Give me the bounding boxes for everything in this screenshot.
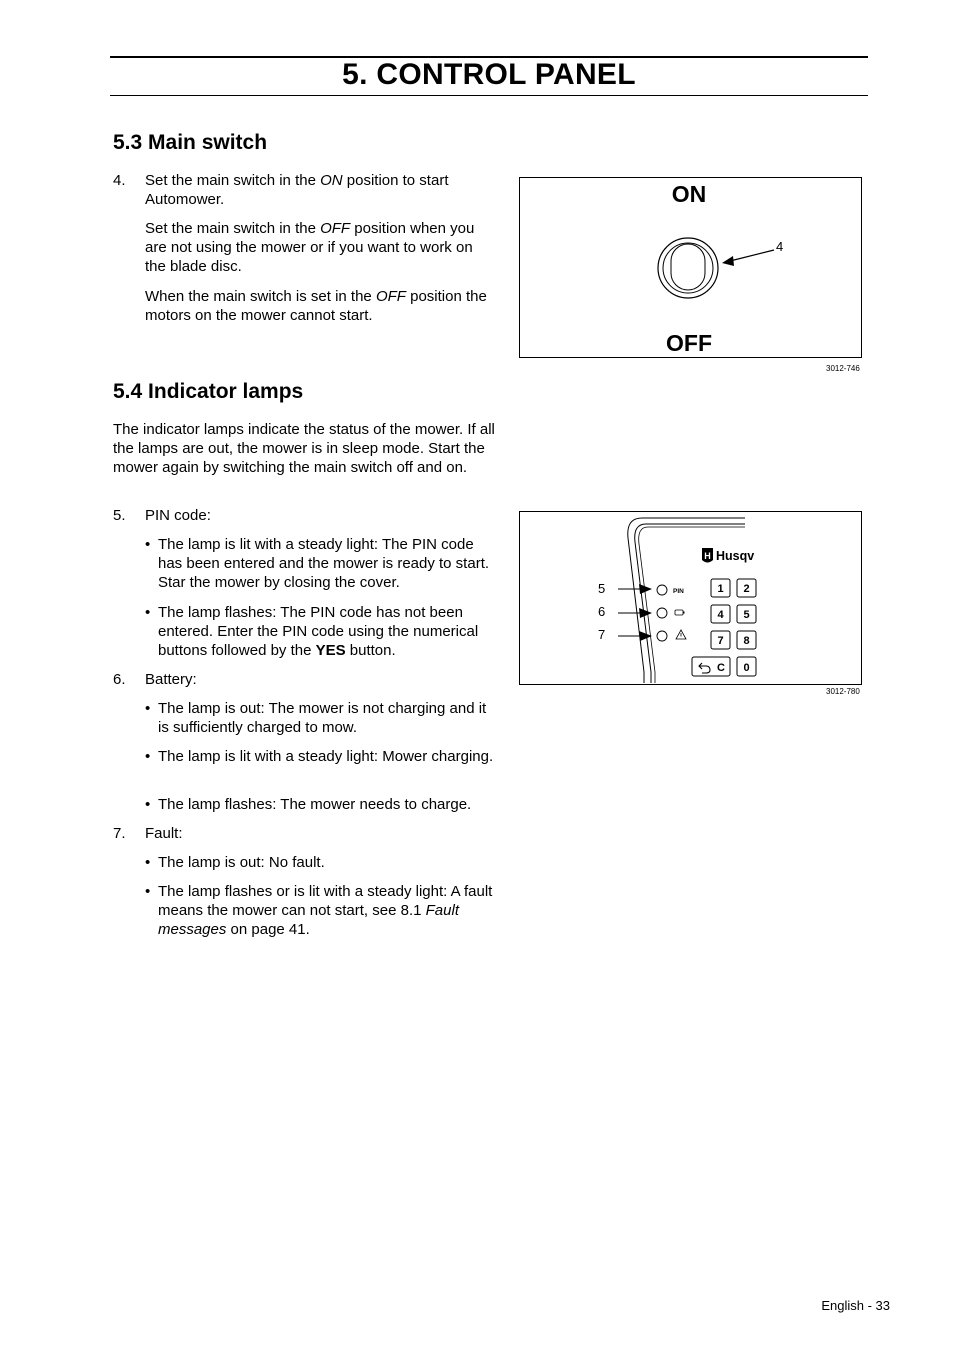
item-label-fault: Fault: [145,825,183,842]
battery-icon [675,610,683,615]
bullet-glyph: • [145,796,151,813]
text-run: button. [345,642,396,660]
callout-arrowhead-5 [639,584,652,594]
text-run: position to start Automower. [145,172,449,209]
bold-yes: YES [315,642,346,660]
pin-bullet-flashes [158,603,498,661]
callout-number-6: 6 [598,604,606,619]
item-number-6: 6. [113,671,126,688]
main-switch-figure [519,177,862,358]
text-run: position the motors on the mower cannot start. [145,288,487,325]
text-run: The lamp flashes: The PIN code has not been entered. Enter the PIN code using the numerical buttons followed by the [158,604,479,660]
battery-icon-tip [683,612,685,614]
item-label-pin-code: PIN code: [145,507,211,524]
callout-number-4: 4 [776,239,784,254]
callout-arrowhead-4 [722,256,734,266]
pin-bullet-steady: The lamp is lit with a steady light: The PIN code has been entered and the mower is ready to start. Star the mower by closing the cover. [158,536,490,592]
off-label: OFF [666,330,712,356]
indicator-lamps-intro: The indicator lamps indicate the status of the mower. If all the lamps are out, the mower is in sleep mode. Start the mower again by switching the main switch off and on. [113,421,495,477]
pin-lamp [657,585,667,595]
battery-bullet-out: The lamp is out: The mower is not charging and it is sufficiently charged to mow. [158,700,487,737]
bullet-glyph: • [145,700,151,717]
emphasis-on: ON [320,172,343,189]
switch-rocker [671,244,705,290]
callout-arrowhead-6 [639,608,652,618]
switch-outer-ring [658,238,718,298]
brand-name: Husqv [716,549,755,563]
emphasis-off: OFF [320,220,351,237]
key-0-label: 0 [743,662,750,674]
item-number-5: 5. [113,507,126,524]
text-run: When the main switch is set in the [145,288,376,305]
callout-number-5: 5 [598,581,606,596]
emphasis-fault-messages: Fault messages [158,902,459,939]
main-switch-illustration [520,178,860,356]
husqvarna-logo [702,548,754,563]
control-panel-illustration [520,512,860,683]
step-number-4: 4. [113,172,126,189]
text-run: Set the main switch in the [145,172,321,189]
chapter-title: 5. CONTROL PANEL [342,58,636,91]
item-label-battery: Battery: [145,671,197,688]
keypad [692,579,756,676]
on-label: ON [671,181,707,207]
text-run: The lamp flashes or is lit with a steady light: A fault means the mower can not start, see 8.1 [158,883,493,920]
fault-bullet-out: The lamp is out: No fault. [158,854,325,871]
battery-bullet-flashes: The lamp flashes: The mower needs to charge. [158,796,472,813]
bullet-glyph: • [145,604,151,621]
key-4-label: 4 [717,609,724,621]
item-number-7: 7. [113,825,126,842]
fault-bullet-flashes [158,882,498,940]
page-footer: English - 33 [821,1298,890,1313]
figure-code-main-switch: 3012-746 [826,364,860,373]
header-bottom-rule [110,95,868,96]
fault-lamp [657,631,667,641]
key-8-label: 8 [743,635,750,647]
text-run: Set the main switch in the [145,220,321,237]
step-4-paragraph-2 [145,219,495,277]
section-heading-main-switch: 5.3 Main switch [113,131,268,154]
key-1-label: 1 [717,583,724,595]
bullet-glyph: • [145,748,151,765]
section-heading-indicator-lamps: 5.4 Indicator lamps [113,380,304,403]
step-4-paragraph-3 [145,287,495,325]
key-7-label: 7 [717,635,724,647]
callout-number-7: 7 [598,627,606,642]
clear-key-label: C [717,662,725,674]
bullet-glyph: • [145,536,151,553]
battery-lamp [657,608,667,618]
text-run: on page 41. [226,921,310,939]
bullet-glyph: • [145,883,151,900]
key-5-label: 5 [743,609,750,621]
bullet-glyph: • [145,854,151,871]
pin-lamp-label: PIN [673,588,684,595]
text-run: position when you are not using the mower or if you want to work on the blade disc. [145,220,475,276]
battery-bullet-steady: The lamp is lit with a steady light: Mower charging. [158,748,494,765]
brand-shield-letter: H [704,551,711,561]
key-2-label: 2 [743,583,750,595]
figure-code-indicator-lamps: 3012-780 [826,687,860,696]
indicator-lamps-figure [519,511,862,685]
emphasis-off: OFF [375,288,406,305]
step-4-paragraph-1 [145,171,495,209]
callout-line-4 [730,250,774,261]
